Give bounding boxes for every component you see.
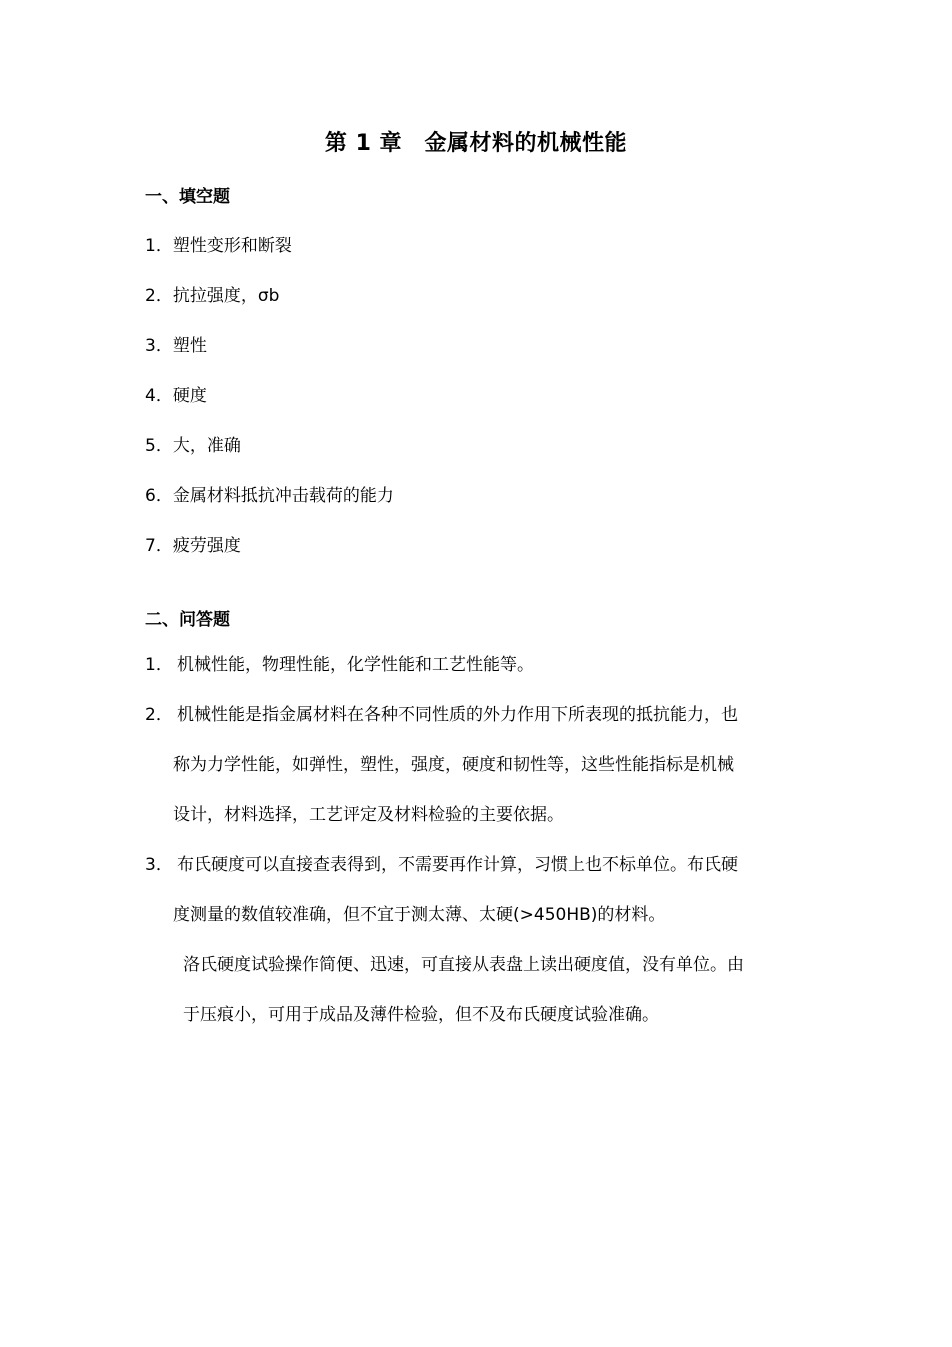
answer-item-1 <box>145 231 292 256</box>
item-number: 2． <box>145 705 173 725</box>
item-number: 4． <box>145 386 173 406</box>
answer-item-7 <box>145 531 241 556</box>
item-number: 6． <box>145 486 173 506</box>
qa-answer-3 <box>145 840 815 940</box>
item-text: 大，准确 <box>172 436 241 456</box>
item-text: 抗拉强度，σb <box>172 286 280 306</box>
item-number: 7． <box>145 536 173 556</box>
item-number: 1． <box>145 236 173 256</box>
answer-item-3 <box>145 331 207 356</box>
item-number: 1． <box>145 655 173 675</box>
answer-item-5 <box>145 431 241 456</box>
item-text-line-2: 度测量的数值较准确，但不宜于测太薄、太硬(>450HB)的材料。 <box>173 905 666 925</box>
qa-answer-2 <box>145 690 815 840</box>
item-text: 机械性能，物理性能，化学性能和工艺性能等。 <box>177 655 534 675</box>
item-text-line-4: 于压痕小，可用于成品及薄件检验，但不及布氏硬度试验准确。 <box>183 1005 659 1025</box>
item-number: 5． <box>145 436 173 456</box>
answer-item-4 <box>145 381 207 406</box>
answer-item-6 <box>145 481 394 506</box>
item-text-line-2: 称为力学性能，如弹性，塑性，强度，硬度和韧性等，这些性能指标是机械 <box>173 755 734 775</box>
item-text-line-1: 布氏硬度可以直接查表得到，不需要再作计算，习惯上也不标单位。布氏硬 <box>177 855 738 875</box>
answer-item-2 <box>145 281 279 306</box>
chapter-title: 第 1 章 金属材料的机械性能 <box>324 131 628 156</box>
section-heading-qa: 二、问答题 <box>145 610 230 630</box>
qa-answer-1 <box>145 640 815 690</box>
item-number: 2． <box>145 286 173 306</box>
item-text: 硬度 <box>172 386 207 406</box>
item-text-line-3: 设计，材料选择，工艺评定及材料检验的主要依据。 <box>173 805 564 825</box>
item-number: 3． <box>145 336 173 356</box>
section-heading-fill-in: 一、填空题 <box>145 187 230 207</box>
qa-answer-3-continuation <box>183 940 813 1040</box>
item-text-line-1: 机械性能是指金属材料在各种不同性质的外力作用下所表现的抵抗能力，也 <box>177 705 738 725</box>
item-text: 疲劳强度 <box>172 536 241 556</box>
item-text: 塑性 <box>172 336 207 356</box>
item-text: 塑性变形和断裂 <box>172 236 292 256</box>
item-number: 3． <box>145 855 173 875</box>
item-text: 金属材料抵抗冲击载荷的能力 <box>172 486 394 506</box>
item-text-line-3: 洛氏硬度试验操作简便、迅速，可直接从表盘上读出硬度值，没有单位。由 <box>183 955 744 975</box>
